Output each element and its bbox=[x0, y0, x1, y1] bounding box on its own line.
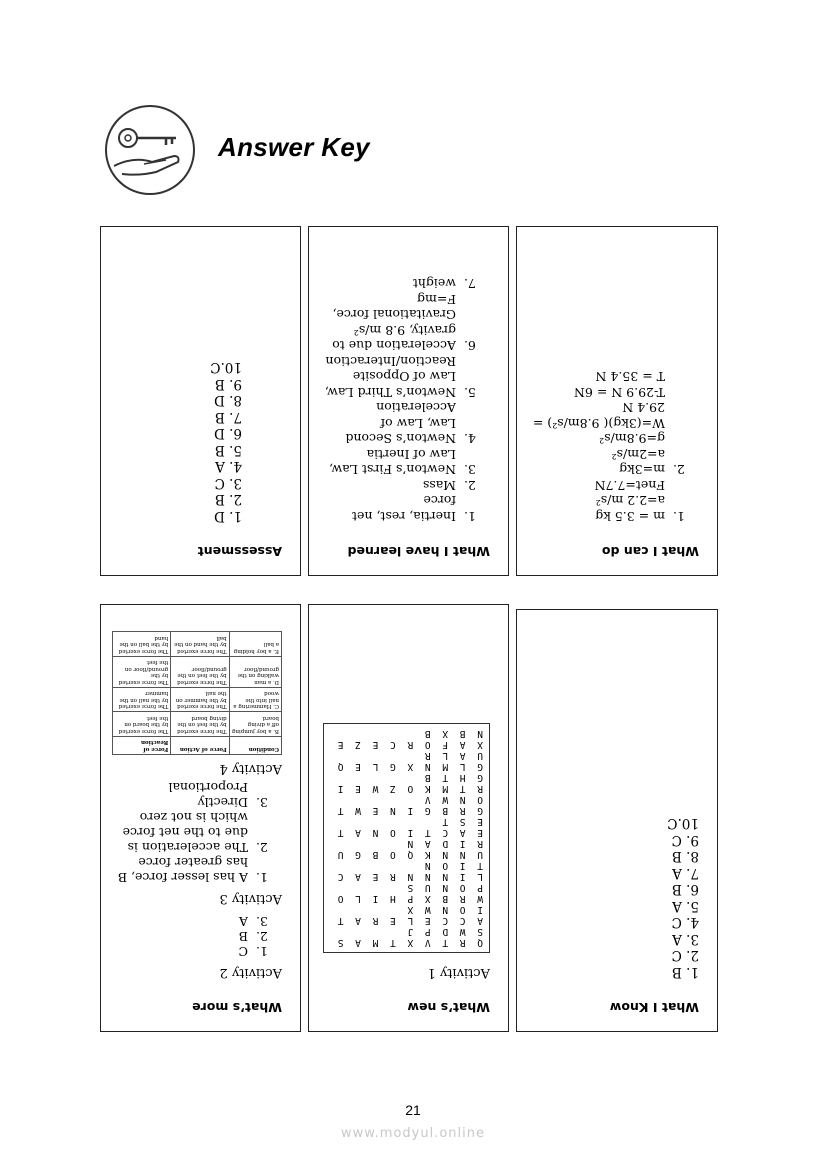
list-item: 2. C bbox=[671, 947, 699, 964]
list-item: 1. B bbox=[671, 964, 699, 980]
grid-row: G R B G I N E W T O N W V bbox=[334, 794, 483, 816]
table-cell: The force exerted by the hand on the ball bbox=[171, 632, 229, 657]
list-item: 2. Mass bbox=[323, 478, 460, 494]
whats-more-box bbox=[100, 604, 301, 1032]
learned-box bbox=[308, 226, 509, 576]
list-item: 2. B bbox=[214, 491, 242, 508]
calc-line: Fnet=7.7N bbox=[594, 478, 665, 493]
table-cell: The force exerted by the feet on the diving board bbox=[171, 712, 229, 737]
whats-more-heading: What’s more bbox=[192, 1000, 282, 1015]
list-item: 4. A bbox=[215, 458, 242, 475]
grid-row: L I N N N R E A C T I O N bbox=[334, 860, 483, 882]
list-item: 2. The acceleration is due to the net force which is not zero bbox=[115, 810, 252, 855]
list-item: 5. B bbox=[214, 442, 242, 458]
table-cell: E. a boy holding a ball bbox=[229, 632, 281, 657]
calc-line: g=9.8m/s² bbox=[599, 431, 665, 447]
list-item: 3. Newton’s First Law, Law of Inertia bbox=[323, 447, 460, 478]
list-item: 3. Directly Proportional bbox=[115, 780, 252, 810]
list-item: 7. B bbox=[214, 409, 242, 425]
activity-1-label: Activity 1 bbox=[427, 965, 490, 980]
key-hand-logo-icon bbox=[104, 104, 196, 196]
list-item: 8. D bbox=[214, 392, 242, 409]
table-row bbox=[113, 657, 282, 688]
table-row bbox=[113, 632, 282, 657]
list-item: 1. C bbox=[115, 944, 252, 959]
page-number: 21 bbox=[405, 1102, 421, 1118]
table-row bbox=[113, 712, 282, 737]
list-item bbox=[531, 478, 669, 525]
whats-new-heading: What’s new bbox=[407, 1000, 490, 1015]
activity-4-label: Activity 4 bbox=[219, 761, 282, 776]
activity-4-table bbox=[112, 632, 282, 756]
list-item: 8. B bbox=[671, 848, 699, 865]
grid-row: W R B X P H I L O P O N U S bbox=[334, 882, 483, 904]
list-item: 3. C bbox=[214, 475, 242, 491]
table-cell: B. a boy jumping off a diving board bbox=[229, 712, 281, 737]
table-cell: The force exerted by the ground/floor on the feet bbox=[113, 657, 171, 688]
calc-line: T-29.9 N = 6N bbox=[573, 385, 665, 400]
assessment-box bbox=[100, 226, 301, 576]
list-item: 10.C bbox=[667, 815, 699, 832]
grid-row: U N N K Q O B G U R I D A N bbox=[334, 838, 483, 860]
table-header: Condition bbox=[229, 737, 281, 755]
table-cell: D. a man walking on the ground/floor bbox=[229, 657, 281, 688]
calc-line: W=(3kg)( 9.8m/s²) = bbox=[532, 416, 665, 431]
list-item: 3. A bbox=[672, 931, 699, 947]
can-do-heading: What I can do bbox=[601, 544, 699, 559]
calc-line: 29.4 N bbox=[622, 400, 665, 416]
calc-line: 2. m=3kg bbox=[619, 462, 665, 478]
list-item: 2. B bbox=[115, 929, 252, 944]
calc-line: 1. m = 3.5 kg bbox=[595, 509, 665, 524]
list-item: 6. B bbox=[671, 881, 699, 898]
page-title: Answer Key bbox=[218, 132, 370, 162]
list-item: 7. weight bbox=[323, 276, 460, 292]
grid-row: E A C T I O N A T E S T bbox=[334, 816, 483, 838]
list-item: 1. A has lesser force, B has greater force bbox=[115, 855, 252, 885]
list-item: 5. Newton’s Third Law, Law of Opposite Reaction/Interaction bbox=[323, 354, 460, 401]
table-row bbox=[113, 688, 282, 713]
list-item: 1. D bbox=[214, 508, 242, 524]
table-header: Force of Action bbox=[171, 737, 229, 755]
table-cell: The force exerted by the feet on the ground/floor bbox=[171, 657, 229, 688]
grid-row: R T M K O Z W E I G H T B bbox=[334, 772, 483, 794]
grid-row: Q R T V X T M A S S W D P J bbox=[334, 926, 483, 948]
table-cell: The force exerted by the board on the feet bbox=[113, 712, 171, 737]
table-header-row bbox=[113, 737, 282, 755]
table-cell: The force exerted by the hammer on the nail bbox=[171, 688, 229, 713]
table-cell: The force exerted by the ball on the hand bbox=[113, 632, 171, 657]
list-item: 3. A bbox=[115, 914, 252, 929]
list-item bbox=[531, 369, 669, 478]
table-header: Force of Reaction bbox=[113, 737, 171, 755]
what-i-know-heading: What I Know bbox=[609, 1000, 699, 1015]
word-search-grid bbox=[323, 723, 490, 953]
table-cell: The force exerted by the nail on the hammer bbox=[113, 688, 171, 713]
list-item-text: Acceleration due to gravity, 9.8 m/s² bbox=[332, 323, 456, 354]
assessment-heading: Assessment bbox=[197, 544, 282, 559]
list-item: 9. C bbox=[671, 832, 699, 848]
grid-row: G L M N X G L E Q U A L R bbox=[334, 750, 483, 772]
list-item: 10.C bbox=[210, 359, 242, 376]
calc-line: T = 35.4 N bbox=[595, 369, 665, 385]
list-item: 1. Inertia, rest, net force bbox=[323, 493, 460, 524]
list-item: 4. C bbox=[671, 914, 699, 931]
table-cell: C. Hammering a nail into the wood bbox=[229, 688, 281, 713]
grid-row: A C C E L E R A T I O N W X bbox=[334, 904, 483, 926]
calc-line: a=2.2 m/s² bbox=[595, 493, 665, 509]
what-i-know-box bbox=[516, 609, 718, 1032]
list-item: 6. D bbox=[214, 425, 242, 442]
list-item: 5. A bbox=[672, 898, 699, 914]
list-item-text: Gravitational force, F=mg bbox=[332, 292, 456, 323]
grid-row: X A F O R C E Z E N B X B bbox=[334, 728, 483, 750]
can-do-box bbox=[516, 226, 718, 576]
watermark: www.modyul.online bbox=[340, 1126, 486, 1141]
whats-new-box bbox=[308, 604, 509, 1032]
calc-line: a=2m/s² bbox=[611, 447, 665, 462]
learned-heading: What I have learned bbox=[347, 544, 490, 559]
activity-2-label: Activity 2 bbox=[219, 965, 282, 980]
list-item: 9. B bbox=[214, 376, 242, 392]
list-item: 7. A bbox=[672, 865, 699, 881]
activity-3-label: Activity 3 bbox=[219, 891, 282, 906]
list-item: 4. Newton’s Second Law, Law of Acceleration bbox=[323, 400, 460, 447]
list-item bbox=[323, 292, 460, 354]
